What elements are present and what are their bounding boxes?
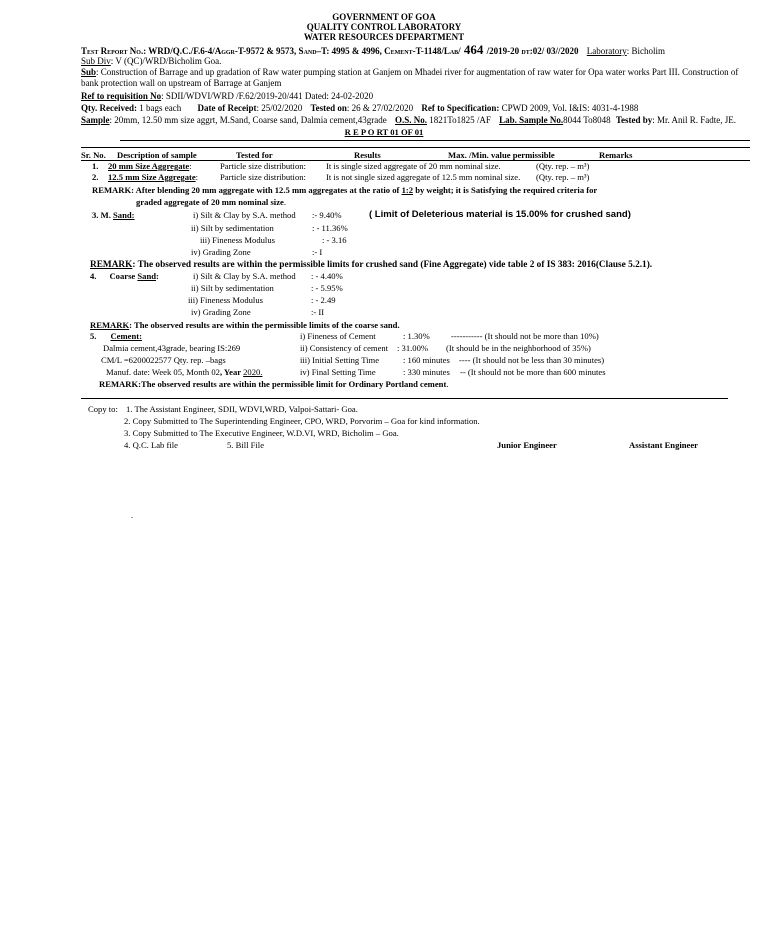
csand-test-3: iii) Fineness Modulus — [188, 295, 263, 305]
copy-item: 5. Bill File — [227, 440, 265, 450]
laboratory-value: : Bicholim — [626, 46, 665, 56]
lab-number: 464 — [460, 42, 487, 57]
test-name: Particle size distribution: — [220, 172, 306, 182]
lab-sample-label: Lab. Sample No. — [499, 115, 564, 125]
row-number: 2. — [92, 172, 99, 182]
sample-value: : 20mm, 12.50 mm size aggrt, M.Sand, Coarse sand, Dalmia cement,43grade — [109, 115, 387, 125]
remark-crushed-sand: REMARK: The observed results are within the permissible limits for crushed sand (Fine Aggregate) vide table 2 of IS 383: 2016(Clause 5.2.1). — [90, 260, 653, 270]
cement-value-2: : 31.00% — [397, 343, 429, 353]
lab-sample-value: 8044 To8048 — [563, 115, 611, 125]
row-number: 1. — [92, 161, 99, 171]
remark-coarse-sand: REMARK: The observed results are within the permissible limits of the coarse sand. — [90, 320, 400, 330]
msand-value-4: :- I — [312, 247, 323, 257]
copy-item: 2. Copy Submitted to The Superintending Engineer, CPO, WRD, Porvorim – Goa for kind information. — [124, 416, 480, 426]
copy-item: 3. Copy Submitted to The Executive Engineer, W.D.VI, WRD, Bicholim – Goa. — [124, 428, 399, 438]
deleterious-limit: ( Limit of Deleterious material is 15.00% for crushed sand) — [369, 209, 631, 220]
cement-test-1: i) Fineness of Cement — [300, 331, 376, 341]
ref-label: Ref to requisition No — [81, 91, 162, 101]
report-no-label: Test Report No.: — [81, 46, 147, 56]
cement-limit-2: (It should be in the neighborhood of 35%) — [446, 343, 591, 353]
msand-test-4: iv) Grading Zone — [191, 247, 251, 257]
csand-test-4: iv) Grading Zone — [191, 307, 251, 317]
qty-rep: (Qty. rep. – m³) — [536, 161, 590, 171]
sample-line: Sample: 20mm, 12.50 mm size aggrt, M.Sand, Coarse sand, Dalmia cement,43grade O.S. No. 1821To1825 /AF Lab. Sample No.8044 To8048 Tested by: Mr. Anil R. Fadte, JE. — [81, 115, 737, 125]
remark-blending: REMARK: After blending 20 mm aggregate with 12.5 mm aggregates at the ratio of 1:2 by weight; it is Satisfying the required criteria for — [92, 185, 598, 195]
header-results: Results — [354, 150, 381, 160]
copy-item: 4. Q.C. Lab file — [124, 440, 178, 450]
laboratory-label: Laboratory — [586, 46, 627, 56]
csand-value-2: : - 5.95% — [311, 283, 343, 293]
cement-title: 5. Cement: — [90, 331, 142, 341]
ref-line — [81, 91, 373, 102]
report-date: /2019-20 dt:02/ 03//2020 — [486, 46, 579, 56]
qty-rep: (Qty. rep. – m³) — [536, 172, 590, 182]
lab-heading: QUALITY CONTROL LABORATORY — [306, 22, 462, 32]
tested-by-value: : Mr. Anil R. Fadte, JE. — [652, 115, 737, 125]
subject-label: Sub — [81, 67, 97, 77]
msand-value-3: : - 3.16 — [322, 235, 347, 245]
tested-on-label: Tested on — [310, 103, 347, 113]
csand-test-2: ii) Silt by sedimentation — [191, 283, 274, 293]
subdiv-label: Sub Div — [81, 56, 111, 66]
header-description: Description of sample — [117, 150, 197, 160]
sample-name: 20 mm Size Aggregate: — [108, 161, 192, 171]
csand-test-1: i) Silt & Clay by S.A. method — [193, 271, 296, 281]
header-maxmin: Max. /Min. value permissible — [448, 150, 555, 160]
subdiv-value: : V (QC)/WRD/Bicholim Goa. — [110, 56, 222, 66]
receipt-label: Date of Receipt — [197, 103, 257, 113]
junior-engineer-signature: Junior Engineer — [497, 440, 557, 450]
sample-label: Sample — [81, 115, 110, 125]
csand-value-3: : - 2.49 — [311, 295, 336, 305]
receipt-value: : 25/02/2020 — [256, 103, 303, 113]
msand-title: 3. M. Sand: — [92, 210, 135, 220]
header-remarks: Remarks — [599, 150, 633, 160]
ref-value: : SDII/WDVI/WRD /F.62/2019-20/441 Dated: 24-02-2020 — [161, 91, 374, 101]
cement-value-3: : 160 minutes — [403, 355, 450, 365]
sample-name: 12.5 mm Size Aggregate: — [108, 172, 199, 182]
remark-cement: REMARK:The observed results are within the permissible limit for Ordinary Portland cement. — [99, 379, 449, 389]
gov-heading: GOVERNMENT OF GOA — [332, 12, 436, 22]
msand-value-1: :- 9.40% — [312, 210, 342, 220]
test-name: Particle size distribution: — [220, 161, 306, 171]
cement-test-3: iii) Initial Setting Time — [300, 355, 380, 365]
msand-value-2: : - 11.36% — [312, 223, 348, 233]
divider — [120, 140, 750, 141]
msand-test-1: i) Silt & Clay by S.A. method — [193, 210, 296, 220]
tested-on-value: : 26 & 27/02/2020 — [346, 103, 414, 113]
divider — [81, 398, 728, 399]
subdiv-line — [81, 56, 221, 67]
copy-item: 1. The Assistant Engineer, SDII, WDVI,WRD, Valpoi-Sattari- Goa. — [126, 404, 358, 414]
header-tested-for: Tested for — [236, 150, 273, 160]
os-label: O.S. No. — [394, 115, 427, 125]
remark-blending-line2: graded aggregate of 20 mm nominal size. — [136, 197, 286, 207]
msand-test-2: ii) Silt by sedimentation — [191, 223, 274, 233]
csand-value-4: :- II — [311, 307, 325, 317]
copy-to-label: Copy to: — [88, 404, 118, 414]
report-no-value: WRD/Q.C./F.6-4/Aggr-T-9572 & 9573, Sand–T: 4995 & 4996, Cement-T-1148/Lab/ — [146, 46, 461, 56]
dept-heading: WATER RESOURCES DFEPARTMENT — [303, 32, 465, 42]
divider — [81, 147, 750, 148]
stray-dot: . — [131, 510, 134, 520]
qty-line — [81, 103, 638, 114]
csand-value-1: : - 4.40% — [311, 271, 343, 281]
test-result: It is single sized aggregate of 20 mm nominal size. — [326, 161, 501, 171]
cement-manuf-date: Manuf. date: Week 05, Month 02, Year 2020. — [106, 367, 263, 377]
qty-received-value: 1 bags each — [136, 103, 182, 113]
subject-value: : Construction of Barrage and up gradation of Raw water pumping station at Ganjem on Mhadei river for augmentation of raw water for Opa water works Part III. Construction of bank protection wall on upstream of Barrage at Ganjem — [81, 67, 739, 88]
os-value: 1821To1825 /AF — [426, 115, 491, 125]
cement-limit-4: -- (It should not be more than 600 minutes — [460, 367, 606, 377]
header-sr: Sr. No. — [81, 150, 106, 160]
spec-value: CPWD 2009, Vol. I&IS: 4031-4-1988 — [499, 103, 639, 113]
cement-value-4: : 330 minutes — [403, 367, 450, 377]
report-label: R E P O RT 01 OF 01 — [344, 127, 424, 137]
spec-label: Ref to Specification: — [421, 103, 500, 113]
msand-test-3: iii) Fineness Modulus — [200, 235, 275, 245]
qty-received-label: Qty. Received: — [81, 103, 137, 113]
csand-title: 4. Coarse Sand: — [90, 271, 159, 281]
assistant-engineer-signature: Assistant Engineer — [629, 440, 698, 450]
cement-cml: CM/L =6200022577 Qty. rep. –bags — [101, 355, 226, 365]
cement-brand: Dalmia cement,43grade, bearing IS:269 — [103, 343, 241, 353]
subject-line — [81, 67, 751, 89]
cement-limit-3: ---- (It should not be less than 30 minutes) — [459, 355, 605, 365]
cement-test-2: ii) Consistency of cement — [300, 343, 389, 353]
test-result: It is not single sized aggregate of 12.5 mm nominal size. — [326, 172, 521, 182]
cement-value-1: : 1.30% — [403, 331, 430, 341]
cement-test-4: iv) Final Setting Time — [300, 367, 376, 377]
cement-limit-1: ----------- (It should not be more than 10%) — [451, 331, 599, 341]
